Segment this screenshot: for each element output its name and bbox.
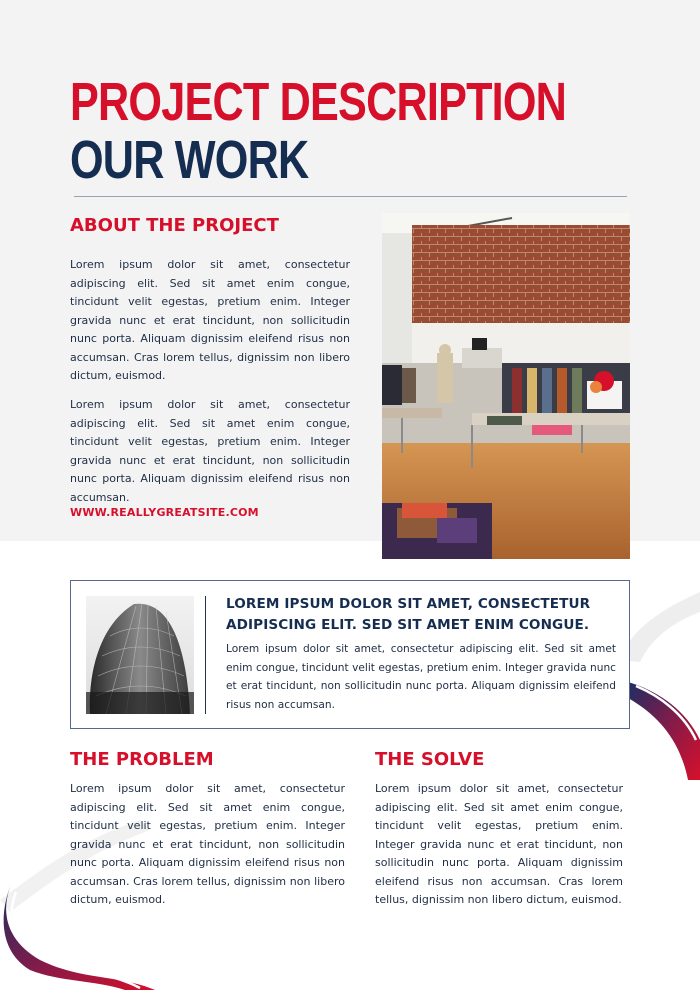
highlight-card: [70, 580, 630, 729]
highlight-heading: LOREM IPSUM DOLOR SIT AMET, CONSECTETUR ADIPISCING ELIT. SED SIT AMET ENIM CONGUE.: [226, 596, 591, 633]
store-interior-photo: [382, 213, 630, 559]
building-photo: [86, 596, 194, 714]
title-divider: [74, 196, 627, 197]
problem-heading: THE PROBLEM: [70, 749, 214, 770]
page-subtitle: OUR WORK: [70, 130, 309, 190]
problem-text: Lorem ipsum dolor sit amet, consectetur adipiscing elit. Sed sit amet enim congue, tincidunt velit egestas, pretium enim. Integer gravida nunc et erat tincidunt, non sollicitudin nunc porta. Aliquam dignissim eleifend risus non accumsan. Cras lorem tellus, dignissim non libero dictum, euismod.: [70, 782, 345, 906]
website-link[interactable]: WWW.REALLYGREATSITE.COM: [70, 506, 259, 519]
solve-heading: THE SOLVE: [375, 749, 485, 770]
about-heading: ABOUT THE PROJECT: [70, 215, 279, 236]
about-paragraph-1: Lorem ipsum dolor sit amet, consectetur adipiscing elit. Sed sit amet enim congue, tincidunt velit egestas, pretium enim. Integer gravida nunc et erat tincidunt, non sollicitudin nunc porta. Aliquam dignissim eleifend risus non accumsan. Cras lorem tellus, dignissim non libero dictum, euismod.: [70, 258, 350, 382]
highlight-text: Lorem ipsum dolor sit amet, consectetur adipiscing elit. Sed sit amet enim congue, tincidunt velit egestas, pretium enim. Integer gravida nunc et erat tincidunt, non sollicitudin nunc porta. Aliquam dignissim eleifend risus non accumsan.: [226, 643, 616, 712]
card-divider: [205, 596, 206, 714]
page-title: PROJECT DESCRIPTION: [70, 72, 567, 132]
solve-text: Lorem ipsum dolor sit amet, consectetur adipiscing elit. Sed sit amet enim congue, tincidunt velit egestas, pretium enim. Integer gravida nunc et erat tincidunt, non sollicitudin nunc porta. Aliquam dignissim eleifend risus non accumsan. Cras lorem tellus, dignissim non libero dictum, euismod.: [375, 782, 623, 906]
about-paragraph-2: Lorem ipsum dolor sit amet, consectetur adipiscing elit. Sed sit amet enim congue, tincidunt velit egestas, pretium enim. Integer gravida nunc et erat tincidunt, non sollicitudin nunc porta. Aliquam dignissim eleifend risus non accumsan.: [70, 398, 350, 504]
